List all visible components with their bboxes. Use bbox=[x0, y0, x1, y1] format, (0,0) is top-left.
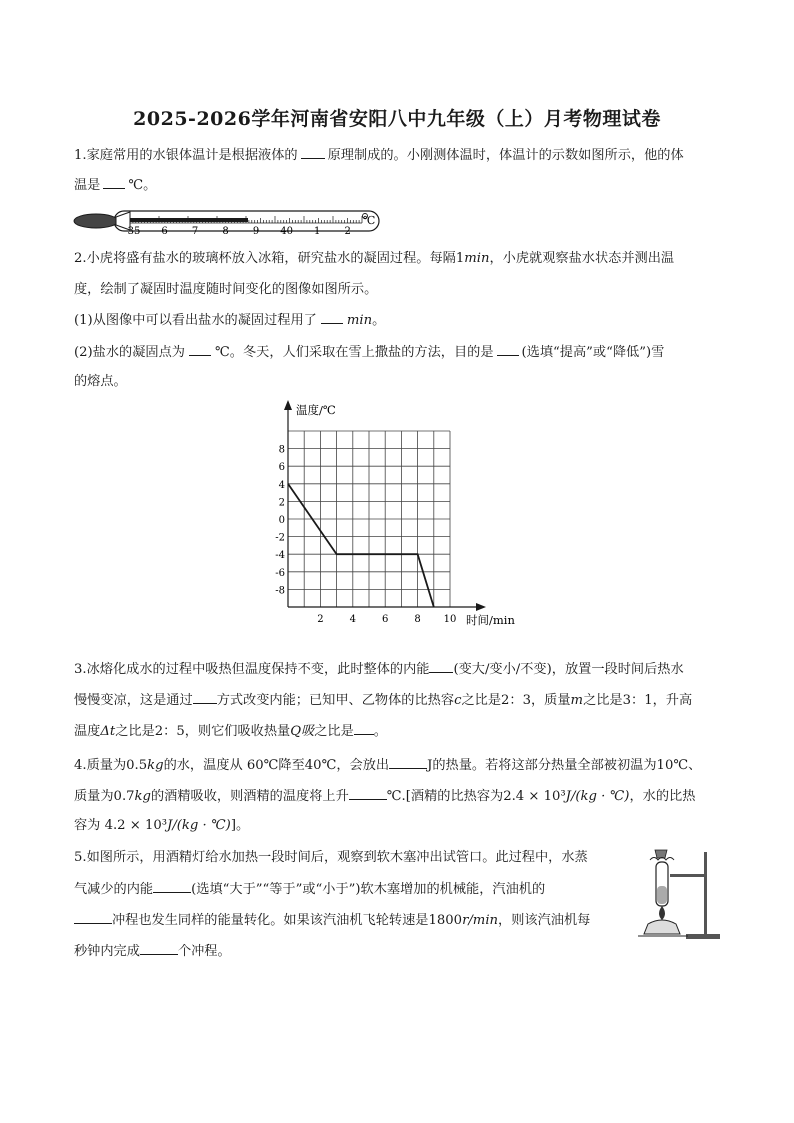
q2-unit: min bbox=[346, 313, 373, 328]
thermometer-bulb bbox=[74, 214, 118, 228]
y-tick-label: 0 bbox=[278, 515, 285, 526]
q4-text: 的水，温度从 60℃降至40℃，会放出 bbox=[163, 758, 390, 773]
q3-text: 之比是2：5，则它们吸收热量 bbox=[115, 724, 291, 739]
answer-blank[interactable] bbox=[301, 146, 325, 159]
chart-series bbox=[288, 484, 434, 607]
test-tube-apparatus-illustration bbox=[630, 846, 724, 942]
q5-line3 bbox=[74, 911, 590, 930]
q3-text: 慢慢变凉，这是通过 bbox=[74, 693, 193, 708]
q2-text: (2)盐水的凝固点为 bbox=[74, 345, 185, 360]
q4-text: ]。 bbox=[230, 818, 250, 833]
q5-line1: 5.如图所示，用酒精灯给水加热一段时间后，观察到软木塞冲出试管口。此过程中，水蒸 bbox=[74, 850, 588, 865]
q3-text: 3.冰熔化成水的过程中吸热但温度保持不变，此时整体的内能 bbox=[74, 662, 430, 677]
thermometer-figure bbox=[72, 207, 384, 237]
answer-blank[interactable] bbox=[189, 343, 211, 356]
answer-blank[interactable] bbox=[140, 942, 178, 955]
y-axis-arrow bbox=[284, 400, 292, 410]
x-axis-arrow bbox=[476, 603, 486, 611]
y-tick-label: 8 bbox=[278, 444, 285, 456]
q3-symbol: Q吸 bbox=[290, 724, 315, 739]
q4-text: ℃.[酒精的比热容为2.4 × 10³ bbox=[386, 789, 566, 804]
series-line bbox=[288, 484, 434, 607]
q4-unit: J/(kg · ℃) bbox=[565, 789, 630, 804]
q3-symbol: m bbox=[570, 693, 584, 708]
q4-unit: kg bbox=[134, 789, 151, 804]
q3-line3 bbox=[74, 722, 387, 741]
x-tick-label: 2 bbox=[317, 614, 324, 625]
page-title: 2025-2026学年河南省安阳八中九年级（上）月考物理试卷 bbox=[133, 108, 661, 130]
q4-line2 bbox=[74, 787, 695, 806]
q5-text: ，则该汽油机每 bbox=[498, 913, 591, 928]
answer-blank[interactable] bbox=[349, 787, 387, 800]
y-tick-label: -2 bbox=[275, 532, 285, 544]
scale-label: 1 bbox=[313, 226, 321, 237]
q4-text: ，水的比热 bbox=[629, 789, 696, 804]
q3-symbol: c bbox=[454, 693, 462, 708]
q4-text: 4.质量为0.5 bbox=[74, 758, 148, 773]
q3-line1 bbox=[74, 660, 684, 679]
x-tick-label: 4 bbox=[349, 614, 356, 625]
answer-blank[interactable] bbox=[497, 343, 519, 356]
q1-line1 bbox=[74, 146, 684, 165]
q1-text: 原理制成的。小刚测体温时，体温计的示数如图所示，他的体 bbox=[327, 148, 684, 163]
x-tick-label: 10 bbox=[443, 614, 457, 625]
x-tick-labels bbox=[317, 614, 456, 625]
q2-sub2-line2: 的熔点。 bbox=[74, 374, 127, 389]
q1-text: 1.家庭常用的水银体温计是根据液体的 bbox=[74, 148, 298, 163]
y-tick-label: 2 bbox=[278, 497, 285, 509]
q1-text: ℃。 bbox=[128, 178, 157, 193]
thermometer-unit: ℃ bbox=[363, 214, 376, 227]
q4-text: 质量为0.7 bbox=[74, 789, 135, 804]
answer-blank[interactable] bbox=[193, 691, 217, 704]
clamp-arm bbox=[670, 874, 707, 877]
scale-label: 7 bbox=[191, 226, 199, 237]
q2-line2: 度，绘制了凝固时温度随时间变化的图像如图所示。 bbox=[74, 282, 378, 297]
scale-label: 8 bbox=[222, 226, 229, 237]
temperature-time-chart bbox=[270, 396, 525, 632]
scale-label: 6 bbox=[161, 226, 168, 237]
scale-label: 40 bbox=[280, 226, 293, 237]
stand-base bbox=[686, 934, 720, 939]
q4-line1 bbox=[74, 756, 701, 775]
q3-text: 之比是 bbox=[314, 724, 354, 739]
water-in-tube bbox=[657, 886, 667, 904]
y-tick-label: -6 bbox=[275, 567, 285, 579]
q3-line2 bbox=[74, 691, 692, 710]
q3-symbol: Δt bbox=[100, 724, 116, 739]
scale-label: 35 bbox=[127, 226, 141, 237]
y-tick-label: -4 bbox=[275, 550, 285, 562]
answer-blank[interactable] bbox=[103, 176, 125, 189]
scale-label: 2 bbox=[344, 226, 351, 237]
answer-blank[interactable] bbox=[429, 660, 453, 673]
q5-line4 bbox=[74, 942, 231, 961]
q5-text: (选填“大于”“等于”或“小于”)软木塞增加的机械能，汽油机的 bbox=[191, 882, 546, 897]
flame bbox=[659, 906, 665, 920]
q5-text: 秒钟内完成 bbox=[74, 944, 140, 959]
q2-text: (选填“提高”或“降低”)雪 bbox=[521, 345, 665, 360]
q5-text: 冲程也发生同样的能量转化。如果该汽油机飞轮转速是1800 bbox=[112, 913, 463, 928]
x-axis-label: 时间/min bbox=[466, 613, 515, 627]
y-axis-label: 温度/℃ bbox=[296, 403, 336, 417]
x-tick-label: 6 bbox=[382, 614, 389, 625]
q3-text: 之比是3：1，升高 bbox=[583, 693, 693, 708]
x-tick-label: 8 bbox=[414, 614, 421, 625]
scale-label: 9 bbox=[252, 226, 260, 237]
q5-text: 个冲程。 bbox=[177, 944, 231, 959]
q3-text: 。 bbox=[373, 724, 387, 739]
answer-blank[interactable] bbox=[153, 880, 191, 893]
q2-sub2 bbox=[74, 343, 664, 362]
q2-sub1 bbox=[74, 311, 385, 330]
q2-text: (1)从图像中可以看出盐水的凝固过程用了 bbox=[74, 313, 317, 328]
q2-text: 。 bbox=[372, 313, 386, 328]
q5-unit: r/min bbox=[462, 913, 499, 928]
q4-unit: J/(kg · ℃) bbox=[167, 818, 231, 833]
q1-text: 温是 bbox=[74, 178, 101, 193]
q4-line3 bbox=[74, 817, 249, 835]
q5-line2 bbox=[74, 880, 545, 899]
q2-unit: min bbox=[464, 251, 490, 266]
y-tick-label: 6 bbox=[278, 462, 285, 474]
alcohol-lamp bbox=[644, 920, 680, 934]
answer-blank[interactable] bbox=[389, 756, 427, 769]
q3-text: 方式改变内能；已知甲、乙物体的比热容 bbox=[216, 693, 455, 708]
steam-puff bbox=[650, 858, 674, 861]
q2-text: ，小虎就观察盐水状态并测出温 bbox=[489, 251, 675, 266]
answer-blank[interactable] bbox=[74, 911, 112, 924]
cork-flying bbox=[655, 850, 667, 858]
q4-text: 容为 4.2 × 10³ bbox=[74, 818, 168, 833]
q4-unit: kg bbox=[147, 758, 164, 773]
q3-text: (变大/变小/不变)，放置一段时间后热水 bbox=[453, 662, 684, 677]
y-tick-labels bbox=[275, 445, 285, 597]
q3-text: 之比是2：3，质量 bbox=[461, 693, 571, 708]
q1-line2 bbox=[74, 176, 156, 195]
y-tick-label: -8 bbox=[275, 585, 285, 597]
y-tick-label: 4 bbox=[278, 479, 285, 491]
stand-rod bbox=[704, 852, 707, 936]
q2-line1 bbox=[74, 250, 674, 268]
q3-text: 温度 bbox=[74, 724, 101, 739]
q2-text: ℃。冬天，人们采取在雪上撒盐的方法，目的是 bbox=[215, 345, 494, 360]
q4-text: J的热量。若将这部分热量全部被初温为10℃、 bbox=[427, 758, 702, 773]
answer-blank[interactable] bbox=[321, 311, 343, 324]
q2-text: 2.小虎将盛有盐水的玻璃杯放入冰箱，研究盐水的凝固过程。每隔1 bbox=[74, 251, 465, 266]
q4-text: 的酒精吸收，则酒精的温度将上升 bbox=[150, 789, 349, 804]
q5-text: 气减少的内能 bbox=[74, 882, 154, 897]
answer-blank[interactable] bbox=[354, 722, 374, 735]
